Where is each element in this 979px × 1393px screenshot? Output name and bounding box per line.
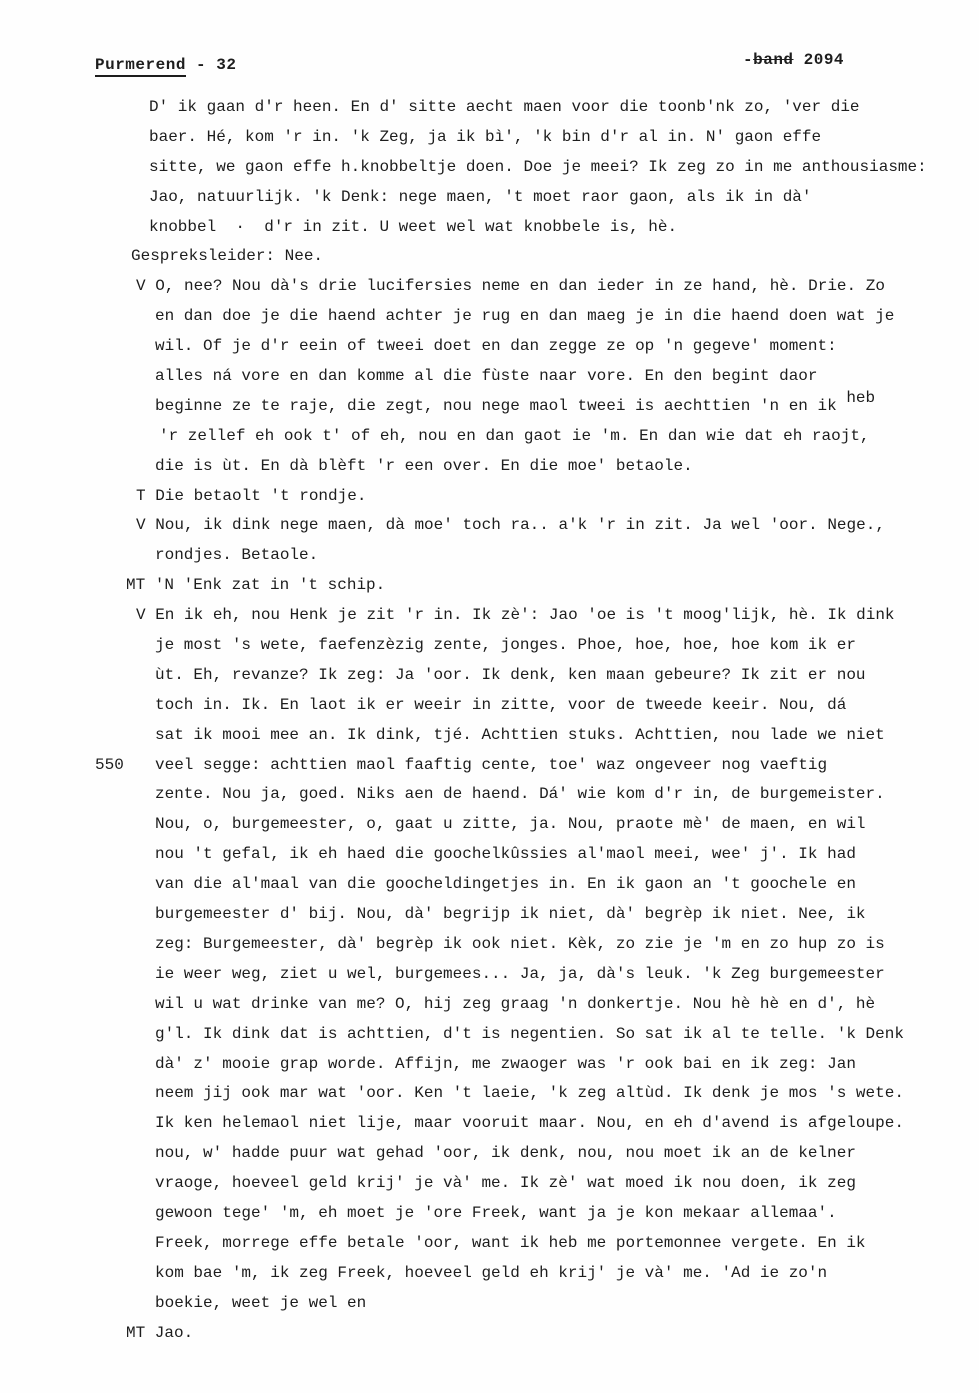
line-text: 'r zellef eh ook t' of eh, nou en dan gaot ie 'm. En dan wie dat eh raojt, [159,426,870,445]
line-text: Nou, o, burgemeester, o, gaat u zitte, ja. Nou, praote mè' de maen, en wil [155,815,866,834]
line-text: MT 'N 'Enk zat in 't schip. [126,576,386,595]
line-text: boekie, weet je wel en [155,1293,367,1312]
transcript-line [0,691,979,721]
transcript-line [0,422,979,452]
transcript-line [0,661,979,691]
transcript-line [0,930,979,960]
line-text: burgemeester d' bij. Nou, dà' begrijp ik niet, dà' begrèp ik niet. Nee, ik [155,905,866,924]
line-text: V O, nee? Nou dà's drie lucifersies neme en dan ieder in ze hand, hè. Drie. Zo [136,277,885,296]
line-text: g'l. Ik dink dat is achttien, d't is negentien. So sat ik al te telle. 'k Denk [155,1024,904,1043]
line-text: MT Jao. [126,1323,194,1342]
transcript-line [0,452,979,482]
line-text: ùt. Eh, revanze? Ik zeg: Ja 'oor. Ik denk, ken maan gebeure? Ik zit er nou [155,665,866,684]
transcript-line [0,242,979,272]
line-text: Freek, morrege effe betale 'oor, want ik heb me portemonnee vergete. En ik [155,1233,866,1252]
transcript-line [0,960,979,990]
margin-line-number: 550 [95,755,124,774]
line-text: Ik ken helemaol niet lije, maar vooruit maar. Nou, en eh d'avend is afgeloupe. [155,1114,904,1133]
transcript-line [0,1169,979,1199]
transcript-line [0,721,979,751]
transcript-line [0,571,979,601]
transcript-line [0,900,979,930]
transcript-line [0,302,979,332]
line-text: knobbel · d'r in zit. U weet wel wat knobbele is, hè. [149,217,678,236]
line-text: beginne ze te raje, die zegt, nou nege maol tweei is aechttien 'n en ik [155,396,847,415]
page-header-left [95,56,236,74]
transcript-line [0,153,979,183]
line-text: nou 't gefal, ik eh haed die goochelkûssies al'maol meei, wee' j'. Ik had [155,845,856,864]
line-text: zente. Nou ja, goed. Niks aen de haend. Dá' wie kom d'r in, de burgemeister. [155,785,885,804]
line-text: wil u wat drinke van me? O, hij zeg graag 'n donkertje. Nou hè hè en d', hè [155,994,876,1013]
transcript-line [0,990,979,1020]
transcript-line [0,631,979,661]
line-text: toch in. Ik. En laot ik er weeir in zitte, voor de tweede keeir. Nou, dá [155,695,847,714]
transcript-line [0,123,979,153]
line-text: sitte, we gaon effe h.knobbeltje doen. Doe je meei? Ik zeg zo in me anthousiasme: [149,157,927,176]
line-text: veel segge: achttien maol faaftig cente, toe' waz ongeveer nog vaeftig [155,755,828,774]
band-label: band [753,51,794,69]
transcript-line [0,183,979,213]
band-prefix: - [743,51,754,69]
transcript-line [0,1050,979,1080]
line-text: zeg: Burgemeester, dà' begrèp ik ook niet. Kèk, zo zie je 'm en zo hup zo is [155,934,885,953]
transcript-line [0,93,979,123]
location-label: Purmerend [95,56,186,77]
transcript-line [0,1259,979,1289]
transcript-line [0,1199,979,1229]
line-text: V En ik eh, nou Henk je zit 'r in. Ik zè': Jao 'oe is 't moog'lijk, hè. Ik dink [136,606,895,625]
transcript-line [0,780,979,810]
transcript-line [0,870,979,900]
line-text: Jao, natuurlijk. 'k Denk: nege maen, 't moet raor gaon, als ik in dà' [149,187,812,206]
line-text: kom bae 'm, ik zeg Freek, hoeveel geld eh krij' je và' me. 'Ad ie zo'n [155,1263,828,1282]
transcript-line [0,1079,979,1109]
transcript-line [0,272,979,302]
line-text: ie weer weg, ziet u wel, burgemees... Ja, ja, dà's leuk. 'k Zeg burgemeester [155,964,885,983]
transcript-line [0,810,979,840]
line-text: baer. Hé, kom 'r in. 'k Zeg, ja ik bì', 'k bin d'r al in. N' gaon effe [149,127,822,146]
header-separator: - [185,56,217,74]
line-text: alles ná vore en dan komme al die fùste naar vore. En den begint daor [155,367,818,386]
transcript-line [0,388,979,422]
line-text: dà' z' mooie grap worde. Affijn, me zwaoger was 'r ook bai en ik zeg: Jan [155,1054,856,1073]
transcript-line [0,751,979,781]
line-text: V Nou, ik dink nege maen, dà moe' toch ra.. a'k 'r in zit. Ja wel 'oor. Nege., [136,516,885,535]
line-text: T Die betaolt 't rondje. [136,486,367,505]
line-text: nou, w' hadde puur wat gehad 'oor, ik denk, nou, nou moet ik an de kelner [155,1144,856,1163]
transcript-line [0,1109,979,1139]
transcript-line [0,362,979,392]
transcript-line [0,213,979,243]
line-text: je most 's wete, faefenzèzig zente, jonges. Phoe, hoe, hoe, hoe kom ik er [155,636,856,655]
line-text: en dan doe je die haend achter je rug en dan maeg je in die haend doen wat je [155,307,895,326]
raised-word: heb [846,388,876,407]
transcript-line [0,840,979,870]
line-text: die is ùt. En dà blèft 'r een over. En die moe' betaole. [155,456,693,475]
line-text: rondjes. Betaole. [155,546,319,565]
transcript-line [0,332,979,362]
transcript-line [0,1229,979,1259]
transcript-line [0,541,979,571]
line-text: gewoon tege' 'm, eh moet je 'ore Freek, want ja je kon mekaar allemaa'. [155,1203,837,1222]
page-number: 32 [216,56,237,74]
line-text: wil. Of je d'r eein of tweei doet en dan zegge ze op 'n gegeve' moment: [155,337,837,356]
line-text: van die al'maal van die goocheldingetjes in. En ik gaon an 't goochele en [155,875,856,894]
transcript-line [0,1139,979,1169]
transcript-line [0,1020,979,1050]
line-text: vraoge, hoeveel geld krij' je và' me. Ik zè' wat moed ik nou doen, ik zeg [155,1174,856,1193]
transcript-line [0,482,979,512]
transcript-line [0,511,979,541]
page-header-right [743,51,844,69]
transcript-line [0,1319,979,1349]
line-text: Gespreksleider: Nee. [131,247,324,266]
transcript-line [0,601,979,631]
line-text: D' ik gaan d'r heen. En d' sitte aecht maen voor die toonb'nk zo, 'ver die [149,98,860,116]
transcript-line [0,1289,979,1319]
transcript [0,93,979,1348]
line-text: neem jij ook mar wat 'oor. Ken 't laeie, 'k zeg altùd. Ik denk je mos 's wete. [155,1084,904,1103]
line-text: sat ik mooi mee an. Ik dink, tjé. Achttien stuks. Achttien, nou lade we niet [155,725,885,744]
band-number: 2094 [793,51,845,69]
